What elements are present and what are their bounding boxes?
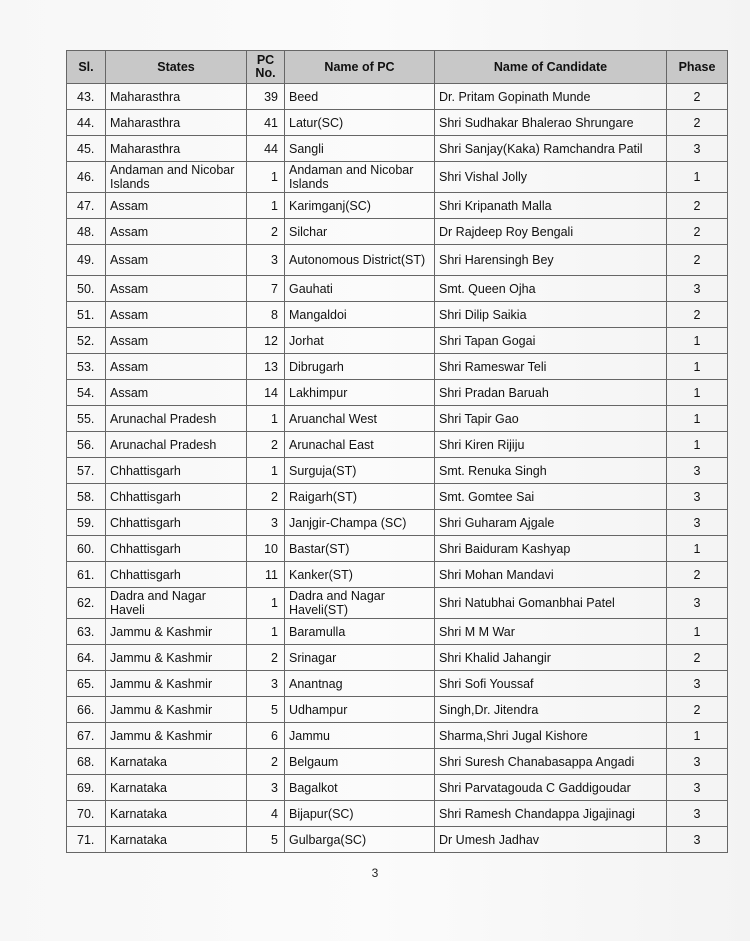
cell-pc-no: 2 — [247, 484, 285, 510]
cell-phase: 2 — [667, 219, 728, 245]
table-row — [67, 432, 728, 458]
cell-pc-name: Arunachal East — [285, 432, 435, 458]
cell-pc-no: 1 — [247, 406, 285, 432]
cell-state: Chhattisgarh — [106, 562, 247, 588]
cell-candidate: Shri Parvatagouda C Gaddigoudar — [435, 775, 667, 801]
cell-phase: 3 — [667, 588, 728, 619]
table-row — [67, 302, 728, 328]
cell-pc-no: 1 — [247, 458, 285, 484]
cell-pc-name: Janjgir-Champa (SC) — [285, 510, 435, 536]
cell-pc-no: 7 — [247, 276, 285, 302]
cell-state: Jammu & Kashmir — [106, 697, 247, 723]
cell-state: Jammu & Kashmir — [106, 645, 247, 671]
candidates-table — [66, 50, 728, 853]
cell-phase: 3 — [667, 510, 728, 536]
cell-state: Andaman and Nicobar Islands — [106, 162, 247, 193]
cell-pc-name: Bastar(ST) — [285, 536, 435, 562]
cell-pc-name: Belgaum — [285, 749, 435, 775]
cell-sl: 69. — [67, 775, 106, 801]
table-row — [67, 110, 728, 136]
cell-state: Karnataka — [106, 775, 247, 801]
cell-pc-no: 10 — [247, 536, 285, 562]
cell-sl: 63. — [67, 619, 106, 645]
cell-sl: 52. — [67, 328, 106, 354]
cell-candidate: Shri Rameswar Teli — [435, 354, 667, 380]
cell-state: Dadra and Nagar Haveli — [106, 588, 247, 619]
cell-pc-name: Gulbarga(SC) — [285, 827, 435, 853]
cell-candidate: Smt. Gomtee Sai — [435, 484, 667, 510]
page-number: 3 — [371, 866, 379, 880]
header-states: States — [106, 51, 247, 84]
cell-state: Chhattisgarh — [106, 536, 247, 562]
cell-candidate: Shri Natubhai Gomanbhai Patel — [435, 588, 667, 619]
cell-candidate: Shri Khalid Jahangir — [435, 645, 667, 671]
cell-candidate: Shri Mohan Mandavi — [435, 562, 667, 588]
cell-sl: 47. — [67, 193, 106, 219]
cell-pc-no: 1 — [247, 162, 285, 193]
cell-pc-name: Lakhimpur — [285, 380, 435, 406]
cell-sl: 70. — [67, 801, 106, 827]
cell-pc-no: 41 — [247, 110, 285, 136]
table-row — [67, 276, 728, 302]
cell-pc-name: Gauhati — [285, 276, 435, 302]
cell-state: Karnataka — [106, 801, 247, 827]
cell-candidate: Shri Sofi Youssaf — [435, 671, 667, 697]
cell-candidate: Shri Sanjay(Kaka) Ramchandra Patil — [435, 136, 667, 162]
cell-pc-name: Andaman and Nicobar Islands — [285, 162, 435, 193]
cell-candidate: Dr Rajdeep Roy Bengali — [435, 219, 667, 245]
table-row — [67, 697, 728, 723]
cell-phase: 3 — [667, 136, 728, 162]
cell-pc-no: 6 — [247, 723, 285, 749]
cell-candidate: Shri Vishal Jolly — [435, 162, 667, 193]
cell-pc-name: Kanker(ST) — [285, 562, 435, 588]
cell-sl: 43. — [67, 84, 106, 110]
cell-candidate: Smt. Queen Ojha — [435, 276, 667, 302]
cell-sl: 44. — [67, 110, 106, 136]
table-row — [67, 219, 728, 245]
cell-state: Assam — [106, 328, 247, 354]
cell-state: Maharasthra — [106, 136, 247, 162]
cell-pc-name: Silchar — [285, 219, 435, 245]
cell-phase: 3 — [667, 749, 728, 775]
table-row — [67, 510, 728, 536]
cell-pc-no: 2 — [247, 219, 285, 245]
cell-sl: 64. — [67, 645, 106, 671]
cell-phase: 3 — [667, 671, 728, 697]
table-body — [67, 84, 728, 853]
cell-state: Chhattisgarh — [106, 510, 247, 536]
cell-pc-name: Dibrugarh — [285, 354, 435, 380]
cell-phase: 1 — [667, 162, 728, 193]
cell-pc-name: Jammu — [285, 723, 435, 749]
cell-state: Assam — [106, 354, 247, 380]
cell-pc-no: 14 — [247, 380, 285, 406]
cell-candidate: Shri Tapir Gao — [435, 406, 667, 432]
cell-phase: 3 — [667, 484, 728, 510]
cell-sl: 54. — [67, 380, 106, 406]
cell-phase: 3 — [667, 775, 728, 801]
cell-phase: 2 — [667, 193, 728, 219]
cell-state: Jammu & Kashmir — [106, 671, 247, 697]
cell-candidate: Shri Dilip Saikia — [435, 302, 667, 328]
cell-phase: 1 — [667, 432, 728, 458]
cell-sl: 53. — [67, 354, 106, 380]
table-row — [67, 588, 728, 619]
cell-phase: 2 — [667, 302, 728, 328]
table-row — [67, 484, 728, 510]
cell-state: Chhattisgarh — [106, 458, 247, 484]
cell-sl: 71. — [67, 827, 106, 853]
cell-sl: 49. — [67, 245, 106, 276]
cell-pc-no: 3 — [247, 671, 285, 697]
cell-phase: 2 — [667, 562, 728, 588]
cell-sl: 58. — [67, 484, 106, 510]
table-row — [67, 645, 728, 671]
cell-pc-no: 2 — [247, 432, 285, 458]
table-row — [67, 749, 728, 775]
cell-pc-no: 3 — [247, 245, 285, 276]
cell-pc-name: Bagalkot — [285, 775, 435, 801]
cell-sl: 51. — [67, 302, 106, 328]
cell-pc-name: Beed — [285, 84, 435, 110]
cell-candidate: Shri Harensingh Bey — [435, 245, 667, 276]
header-pc-name: Name of PC — [285, 51, 435, 84]
cell-phase: 3 — [667, 801, 728, 827]
table-row — [67, 136, 728, 162]
cell-state: Jammu & Kashmir — [106, 723, 247, 749]
cell-state: Assam — [106, 302, 247, 328]
cell-pc-name: Raigarh(ST) — [285, 484, 435, 510]
cell-pc-no: 5 — [247, 697, 285, 723]
table-row — [67, 380, 728, 406]
cell-pc-no: 5 — [247, 827, 285, 853]
cell-pc-name: Dadra and Nagar Haveli(ST) — [285, 588, 435, 619]
header-candidate: Name of Candidate — [435, 51, 667, 84]
cell-sl: 59. — [67, 510, 106, 536]
cell-phase: 2 — [667, 697, 728, 723]
cell-candidate: Singh,Dr. Jitendra — [435, 697, 667, 723]
cell-state: Maharasthra — [106, 84, 247, 110]
cell-sl: 56. — [67, 432, 106, 458]
cell-state: Jammu & Kashmir — [106, 619, 247, 645]
cell-pc-name: Sangli — [285, 136, 435, 162]
cell-candidate: Shri Guharam Ajgale — [435, 510, 667, 536]
cell-state: Arunachal Pradesh — [106, 432, 247, 458]
cell-sl: 55. — [67, 406, 106, 432]
cell-pc-name: Surguja(ST) — [285, 458, 435, 484]
cell-pc-name: Bijapur(SC) — [285, 801, 435, 827]
cell-pc-no: 8 — [247, 302, 285, 328]
cell-candidate: Shri Baiduram Kashyap — [435, 536, 667, 562]
cell-state: Karnataka — [106, 749, 247, 775]
table-row — [67, 801, 728, 827]
cell-pc-no: 3 — [247, 775, 285, 801]
cell-pc-name: Aruanchal West — [285, 406, 435, 432]
header-pc-no: PC No. — [247, 51, 285, 84]
cell-pc-no: 1 — [247, 619, 285, 645]
cell-sl: 68. — [67, 749, 106, 775]
cell-pc-no: 12 — [247, 328, 285, 354]
cell-pc-name: Karimganj(SC) — [285, 193, 435, 219]
cell-pc-no: 13 — [247, 354, 285, 380]
table-row — [67, 162, 728, 193]
cell-phase: 1 — [667, 354, 728, 380]
header-phase: Phase — [667, 51, 728, 84]
table-row — [67, 245, 728, 276]
cell-phase: 3 — [667, 827, 728, 853]
cell-phase: 3 — [667, 276, 728, 302]
cell-state: Chhattisgarh — [106, 484, 247, 510]
cell-phase: 2 — [667, 645, 728, 671]
cell-sl: 66. — [67, 697, 106, 723]
cell-phase: 1 — [667, 380, 728, 406]
cell-state: Arunachal Pradesh — [106, 406, 247, 432]
cell-sl: 60. — [67, 536, 106, 562]
cell-pc-name: Mangaldoi — [285, 302, 435, 328]
cell-state: Maharasthra — [106, 110, 247, 136]
cell-sl: 57. — [67, 458, 106, 484]
cell-candidate: Shri Sudhakar Bhalerao Shrungare — [435, 110, 667, 136]
table-row — [67, 562, 728, 588]
cell-sl: 45. — [67, 136, 106, 162]
cell-pc-no: 2 — [247, 749, 285, 775]
cell-candidate: Shri Pradan Baruah — [435, 380, 667, 406]
cell-candidate: Shri M M War — [435, 619, 667, 645]
cell-pc-name: Jorhat — [285, 328, 435, 354]
cell-pc-no: 1 — [247, 588, 285, 619]
cell-state: Karnataka — [106, 827, 247, 853]
cell-candidate: Dr Umesh Jadhav — [435, 827, 667, 853]
table-row — [67, 775, 728, 801]
table-row — [67, 354, 728, 380]
cell-sl: 48. — [67, 219, 106, 245]
cell-pc-no: 2 — [247, 645, 285, 671]
cell-pc-no: 3 — [247, 510, 285, 536]
cell-candidate: Shri Kiren Rijiju — [435, 432, 667, 458]
cell-pc-name: Srinagar — [285, 645, 435, 671]
cell-phase: 1 — [667, 328, 728, 354]
cell-state: Assam — [106, 380, 247, 406]
cell-phase: 1 — [667, 619, 728, 645]
table-row — [67, 671, 728, 697]
cell-sl: 62. — [67, 588, 106, 619]
cell-pc-name: Baramulla — [285, 619, 435, 645]
cell-pc-no: 11 — [247, 562, 285, 588]
cell-state: Assam — [106, 276, 247, 302]
table-row — [67, 406, 728, 432]
cell-sl: 50. — [67, 276, 106, 302]
cell-pc-name: Anantnag — [285, 671, 435, 697]
cell-candidate: Shri Tapan Gogai — [435, 328, 667, 354]
cell-phase: 2 — [667, 110, 728, 136]
cell-candidate: Shri Suresh Chanabasappa Angadi — [435, 749, 667, 775]
cell-candidate: Shri Kripanath Malla — [435, 193, 667, 219]
cell-pc-name: Latur(SC) — [285, 110, 435, 136]
cell-phase: 2 — [667, 245, 728, 276]
cell-pc-name: Udhampur — [285, 697, 435, 723]
cell-pc-name: Autonomous District(ST) — [285, 245, 435, 276]
table-row — [67, 458, 728, 484]
cell-phase: 2 — [667, 84, 728, 110]
table-row — [67, 84, 728, 110]
cell-candidate: Dr. Pritam Gopinath Munde — [435, 84, 667, 110]
cell-candidate: Smt. Renuka Singh — [435, 458, 667, 484]
cell-pc-no: 1 — [247, 193, 285, 219]
cell-state: Assam — [106, 193, 247, 219]
cell-phase: 1 — [667, 406, 728, 432]
cell-candidate: Sharma,Shri Jugal Kishore — [435, 723, 667, 749]
cell-candidate: Shri Ramesh Chandappa Jigajinagi — [435, 801, 667, 827]
table-row — [67, 328, 728, 354]
cell-state: Assam — [106, 219, 247, 245]
cell-sl: 65. — [67, 671, 106, 697]
table-row — [67, 827, 728, 853]
table-row — [67, 193, 728, 219]
header-sl: Sl. — [67, 51, 106, 84]
table-row — [67, 619, 728, 645]
cell-phase: 1 — [667, 536, 728, 562]
cell-sl: 67. — [67, 723, 106, 749]
cell-pc-no: 39 — [247, 84, 285, 110]
table-row — [67, 723, 728, 749]
cell-phase: 1 — [667, 723, 728, 749]
cell-pc-no: 4 — [247, 801, 285, 827]
table-row — [67, 536, 728, 562]
cell-phase: 3 — [667, 458, 728, 484]
cell-pc-no: 44 — [247, 136, 285, 162]
cell-sl: 46. — [67, 162, 106, 193]
cell-state: Assam — [106, 245, 247, 276]
cell-sl: 61. — [67, 562, 106, 588]
table-header-row — [67, 51, 728, 84]
